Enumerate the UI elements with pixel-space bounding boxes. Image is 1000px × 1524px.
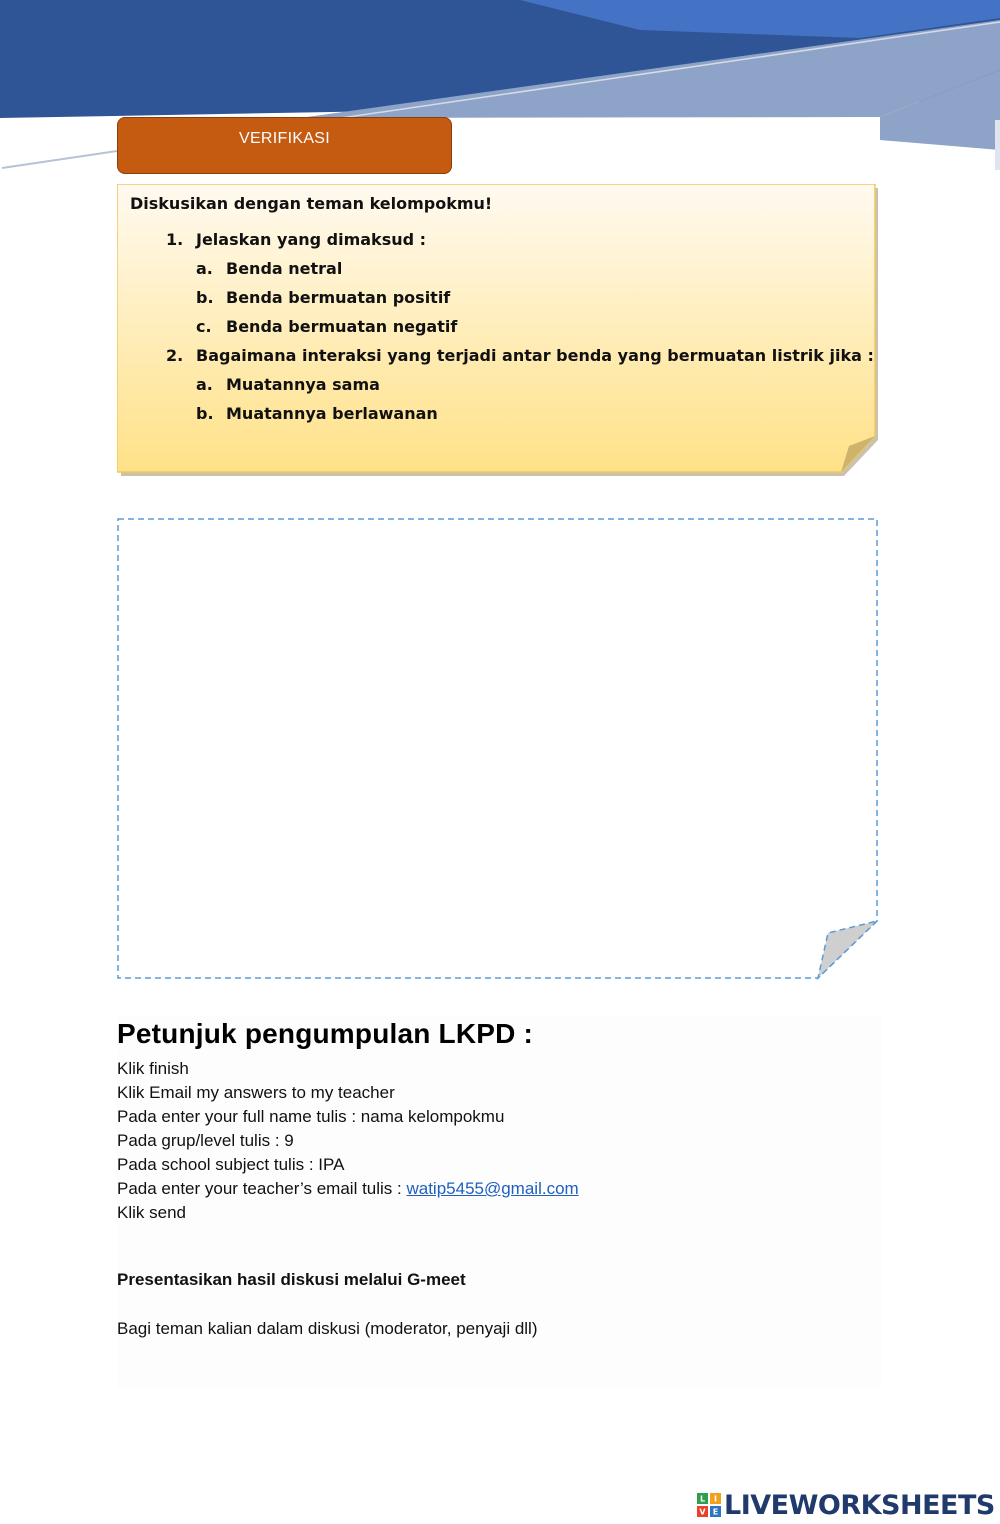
question-text: Jelaskan yang dimaksud : — [196, 230, 427, 249]
sub-item-letter: c. — [196, 317, 212, 336]
logo-letter: E — [712, 1507, 719, 1517]
answer-box[interactable] — [116, 517, 880, 981]
instruction-line: Pada school subject tulis : IPA — [117, 1155, 345, 1174]
question-number: 2. — [166, 346, 184, 365]
sub-item-text: Benda netral — [226, 259, 343, 278]
instruction-line: Pada enter your full name tulis : nama kelompokmu — [117, 1107, 505, 1126]
logo-letter: V — [699, 1507, 706, 1517]
question-number: 1. — [166, 230, 184, 249]
sub-item-text: Muatannya sama — [226, 375, 380, 394]
question-text: Bagaimana interaksi yang terjadi antar benda yang bermuatan listrik jika : — [196, 346, 874, 365]
brand-name: LIVEWORKSHEETS — [724, 1489, 995, 1521]
sub-item-text: Muatannya berlawanan — [226, 404, 438, 423]
instructions-heading: Petunjuk pengumpulan LKPD : — [117, 1018, 534, 1049]
instruction-line: Pada grup/level tulis : 9 — [117, 1131, 294, 1150]
question-item — [130, 344, 874, 373]
sub-item — [130, 402, 858, 431]
email-instruction-text: Pada enter your teacher’s email tulis : — [117, 1179, 407, 1198]
instructions-list — [117, 1057, 579, 1225]
logo-letter: I — [714, 1494, 717, 1504]
liveworksheets-brand[interactable] — [697, 1490, 995, 1520]
teacher-email-link[interactable]: watip5455@gmail.com — [406, 1179, 579, 1198]
submission-instructions — [117, 1015, 882, 1388]
discussion-note — [117, 184, 878, 476]
sub-item-text: Benda bermuatan negatif — [226, 317, 458, 336]
answer-box-frame — [116, 517, 880, 981]
instruction-line: Klik finish — [117, 1059, 189, 1078]
sub-item-text: Benda bermuatan positif — [226, 288, 451, 307]
sub-item — [130, 286, 858, 315]
sub-item-letter: b. — [196, 404, 214, 423]
sub-item-letter: a. — [196, 259, 213, 278]
sub-item-letter: a. — [196, 375, 213, 394]
sub-item — [130, 315, 858, 344]
sub-item-letter: b. — [196, 288, 214, 307]
instruction-line: Klik Email my answers to my teacher — [117, 1083, 395, 1102]
instruction-line: Klik send — [117, 1203, 186, 1222]
logo-letter: L — [699, 1494, 706, 1504]
liveworksheets-logo-icon — [697, 1493, 721, 1517]
sub-item — [130, 257, 858, 286]
discussion-title: Diskusikan dengan teman kelompokmu! — [130, 194, 493, 213]
section-label-text: VERIFIKASI — [238, 130, 331, 147]
sub-item — [130, 373, 858, 402]
question-item — [130, 228, 858, 257]
roles-text: Bagi teman kalian dalam diskusi (moderator, penyaji dll) — [117, 1319, 538, 1338]
section-label-verifikasi — [117, 117, 452, 174]
present-title: Presentasikan hasil diskusi melalui G-meet — [117, 1270, 466, 1289]
instruction-line-email — [117, 1177, 579, 1201]
